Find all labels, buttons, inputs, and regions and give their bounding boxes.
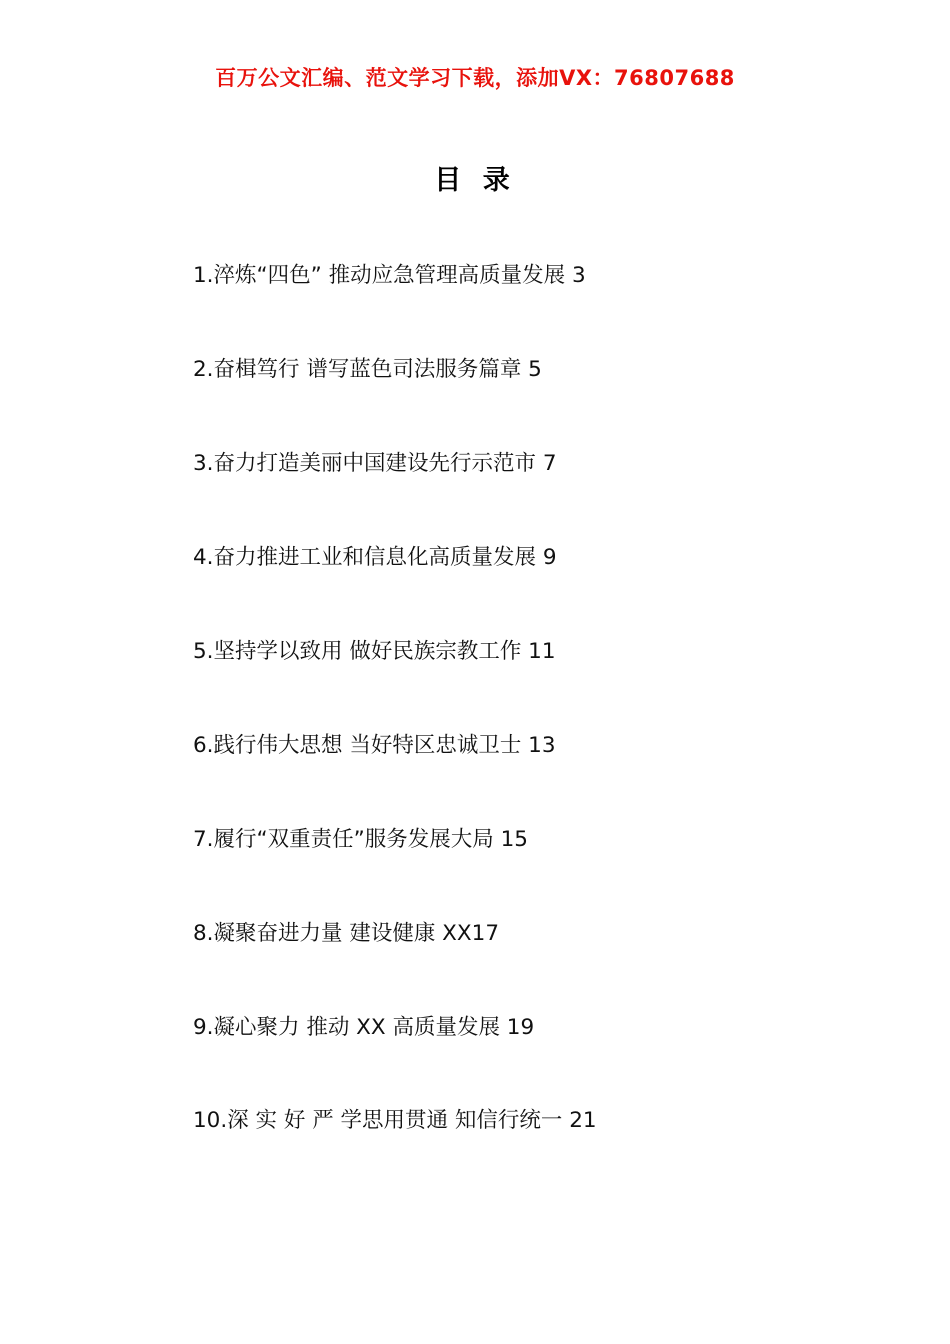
toc-entry[interactable]: 2.奋楫笃行 谱写蓝色司法服务篇章 5: [193, 356, 542, 382]
toc-entry[interactable]: 6.践行伟大思想 当好特区忠诚卫士 13: [193, 732, 556, 758]
table-of-contents: [193, 262, 813, 1135]
toc-entry[interactable]: 7.履行“双重责任”服务发展大局 15: [193, 826, 528, 852]
toc-entry[interactable]: 8.凝聚奋进力量 建设健康 XX17: [193, 920, 499, 946]
toc-entry[interactable]: 3.奋力打造美丽中国建设先行示范市 7: [193, 450, 557, 476]
toc-entry[interactable]: 5.坚持学以致用 做好民族宗教工作 11: [193, 638, 556, 664]
watermark-text: 百万公文汇编、范文学习下载，添加VX：76807688: [215, 66, 735, 90]
toc-entry[interactable]: 10.深 实 好 严 学思用贯通 知信行统一 21: [193, 1108, 597, 1134]
toc-entry[interactable]: 9.凝心聚力 推动 XX 高质量发展 19: [193, 1014, 535, 1040]
toc-entry[interactable]: 1.淬炼“四色” 推动应急管理高质量发展 3: [193, 263, 586, 288]
page-title: 目 录: [434, 165, 516, 196]
toc-entry[interactable]: 4.奋力推进工业和信息化高质量发展 9: [193, 544, 557, 570]
